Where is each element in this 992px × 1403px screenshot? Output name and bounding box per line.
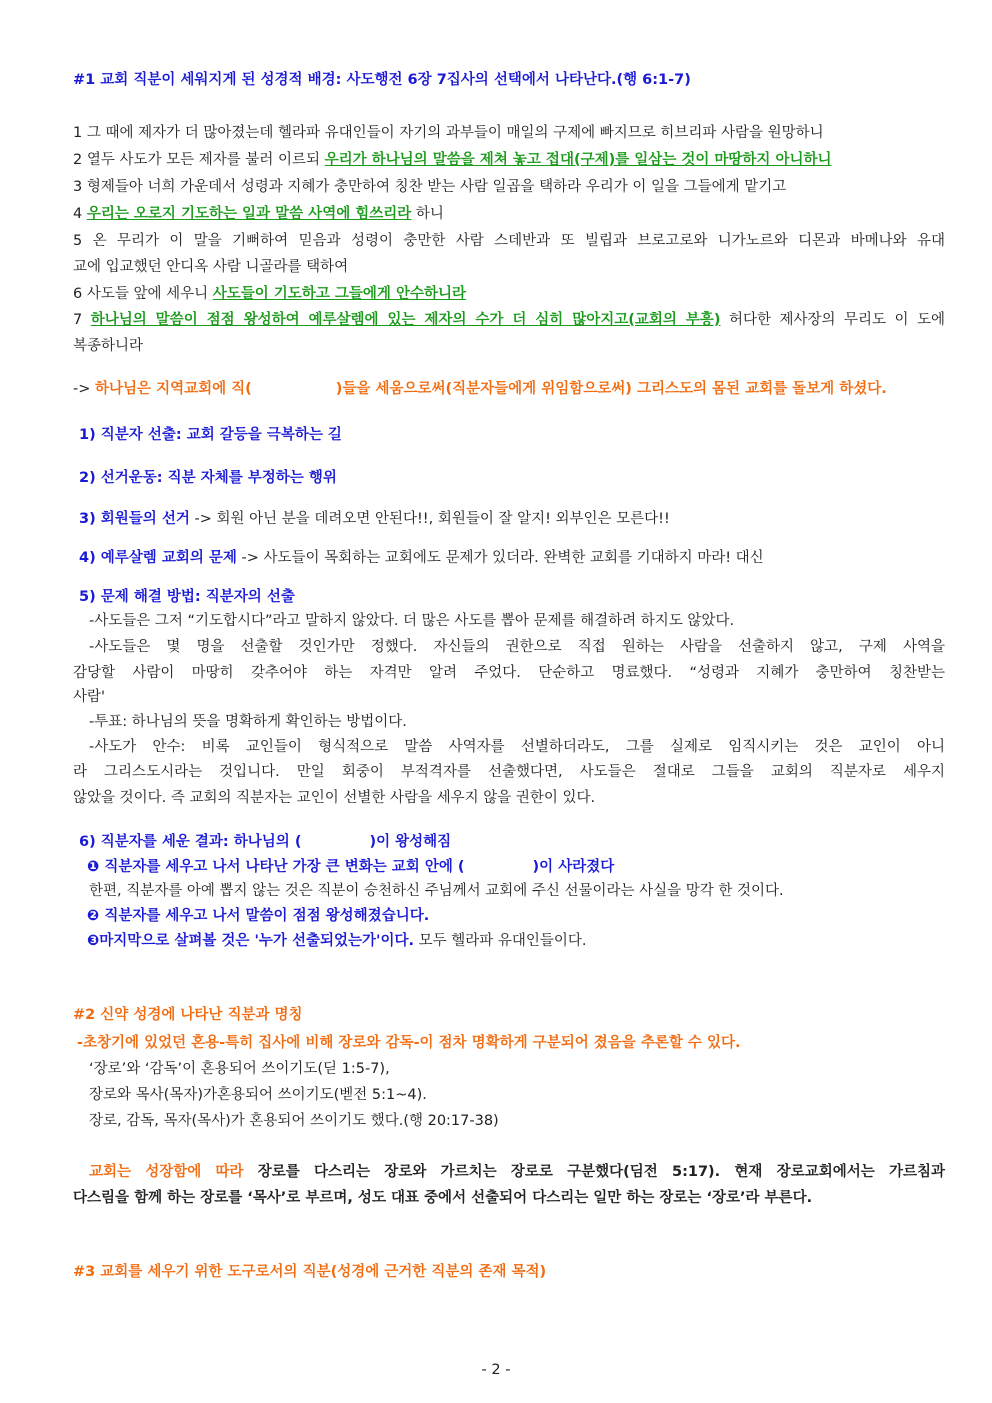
point-6-text-b: )이 왕성해짐 [369,834,452,850]
point-5-line-5: -투표: 하나님의 뜻을 명확하게 확인하는 방법이다. [89,714,407,730]
point-5: 5) 문제 해결 방법: 직분자의 선출 [79,589,295,605]
section2-paragraph-line-1 [89,1162,945,1182]
point-6-item-3-a: ❸마지막으로 살펴볼 것은 '누가 선출되었는가'이다. [87,933,414,949]
point-6-item-3 [87,931,959,951]
summary-text-a: 하나님은 지역교회에 직( [95,381,252,397]
point-5-line-7: 라 그리스도시라는 것입니다. 만일 회중이 부적격자를 선출했다면, 사도들은 절대로 그들을 교회의 직분자로 세우지 [73,764,945,780]
verse-7-num: 7 [73,312,91,328]
verse-6-highlight: 사도들이 기도하고 그들에게 안수하니라 [212,286,466,302]
summary-text-b: )들을 세움으로써(직분자들에게 위임함으로써) 그리스도의 몸된 교회를 돌보게 하셨다. [335,381,887,397]
verse-4-highlight: 우리는 오로지 기도하는 일과 말씀 사역에 힘쓰리라 [86,206,412,222]
verse-1: 1 그 때에 제자가 더 많아졌는데 헬라파 유대인들이 자기의 과부들이 매일의 구제에 빠지므로 히브리파 사람을 원망하니 [73,125,824,141]
point-6-item-2: ❷ 직분자를 세우고 나서 말씀이 점점 왕성해졌습니다. [87,908,430,924]
section2-paragraph-text: 장로를 다스리는 장로와 가르치는 장로로 구분했다(딤전 5:17). 현재 장로교회에서는 가르침과 [243,1164,945,1180]
verse-5-line-1: 5 온 무리가 이 말을 기뻐하여 믿음과 성령이 충만한 사람 스데반과 또 빌립과 브로고로와 니가노르와 디몬과 바메나와 유대 [73,233,945,249]
section2-paragraph-line-2: 다스림을 함께 하는 장로를 ‘목사’로 부르며, 성도 대표 중에서 선출되어 다스리는 일만 하는 장로는 ‘장로’라 부른다. [73,1190,813,1206]
point-6-text-a: 6) 직분자를 세운 결과: 하나님의 ( [79,834,302,850]
verse-7-end: 허다한 제사장의 무리도 이 도에 [720,312,945,328]
section2-title: #2 신약 성경에 나타난 직분과 명칭 [73,1007,303,1023]
point-3-text: -> 회원 아닌 분을 데려오면 안된다!!, 회원들이 잘 알지! 외부인은 모른다!! [189,511,670,527]
verse-6 [73,284,945,304]
point-5-line-8: 않았을 것이다. 즉 교회의 직분자는 교인이 선별한 사람을 세우지 않을 권한이 있다. [73,790,596,806]
summary-line [73,379,945,399]
verse-4-num: 4 [73,206,87,222]
verse-7-highlight: 하나님의 말씀이 점점 왕성하여 예루살렘에 있는 제자의 수가 더 심히 많아지고(교회의 부흥) [90,312,721,328]
summary-arrow: -> [73,381,95,397]
verse-7-line-1 [73,310,945,330]
point-6-item-1-a: ❶ 직분자를 세우고 나서 나타난 가장 큰 변화는 교회 안에 ( [87,859,465,875]
section2-line-2: 장로와 목사(목자)가혼용되어 쓰이기도(벧전 5:1~4). [89,1087,427,1103]
point-3 [79,509,951,529]
verse-3: 3 형제들아 너희 가운데서 성령과 지혜가 충만하여 칭찬 받는 사람 일곱을 택하라 우리가 이 일을 그들에게 맡기고 [73,179,787,195]
point-6-item-3-b: 모두 헬라파 유대인들이다. [414,933,587,949]
section1-title-label: #1 교회 직분이 세워지게 된 성경적 배경: [73,72,342,88]
point-5-line-2: -사도들은 몇 명을 선출할 것인가만 정했다. 자신들의 권한으로 직접 원하는 사람을 선출하지 않고, 구제 사역을 [89,639,945,655]
point-1: 1) 직분자 선출: 교회 갈등을 극복하는 길 [79,427,342,443]
verse-4-end: 하니 [411,206,444,222]
point-5-line-3: 감당할 사람이 마땅히 갖추어야 하는 자격만 알려 주었다. 단순하고 명료했다. “성령과 지혜가 충만하여 칭찬받는 [73,665,945,681]
point-6-item-1 [87,857,959,877]
verse-7-line-2: 복종하니라 [73,338,144,354]
section3-title: #3 교회를 세우기 위한 도구로서의 직분(성경에 근거한 직분의 존재 목적) [73,1264,547,1280]
point-5-line-1: -사도들은 그저 “기도합시다”라고 말하지 않았다. 더 많은 사도를 뽑아 문제를 해결하려 하지도 않았다. [89,613,735,629]
section2-paragraph-lead: 교회는 성장함에 따라 [89,1164,244,1180]
section2-line-3: 장로, 감독, 목자(목사)가 혼용되어 쓰이기도 했다.(행 20:17-38) [89,1113,499,1129]
verse-6-text: 6 사도들 앞에 세우니 [73,286,213,302]
section1-title-rest: 사도행전 6장 7집사의 선택에서 나타난다.(행 6:1-7) [341,72,691,88]
page-number: - 2 - [481,1362,511,1378]
point-4-heading: 4) 예루살렘 교회의 문제 [79,550,237,566]
point-6-item-1-b: )이 사라졌다 [532,859,615,875]
section2-lead: -초창기에 있었던 혼용-특히 집사에 비해 장로와 감독-이 점차 명확하게 구분되어 졌음을 추론할 수 있다. [77,1035,741,1051]
verse-2 [73,150,945,170]
point-2: 2) 선거운동: 직분 자체를 부정하는 행위 [79,470,337,486]
verse-5-line-2: 교에 입교했던 안디옥 사람 니골라를 택하여 [73,259,349,275]
point-3-heading: 3) 회원들의 선거 [79,511,190,527]
verse-4 [73,204,945,224]
section1-title [73,70,945,90]
point-4-text: -> 사도들이 목회하는 교회에도 문제가 있더라. 완벽한 교회를 기대하지 마라! 대신 [236,550,764,566]
point-5-line-4: 사람' [73,689,105,705]
point-4 [79,548,951,568]
section2-line-1: ‘장로’와 ‘감독’이 혼용되어 쓰이기도(딛 1:5-7), [89,1061,390,1077]
verse-2-highlight: 우리가 하나님의 말씀을 제쳐 놓고 접대(구제)를 일삼는 것이 마땅하지 아니하니 [324,152,832,168]
point-5-line-6: -사도가 안수: 비록 교인들이 형식적으로 말씀 사역자를 선별하더라도, 그를 실제로 임직시키는 것은 교인이 아니 [89,739,945,755]
point-6-note: 한편, 직분자를 아예 뽑지 않는 것은 직분이 승천하신 주님께서 교회에 주신 선물이라는 사실을 망각 한 것이다. [89,883,784,899]
verse-2-text: 2 열두 사도가 모든 제자를 불러 이르되 [73,152,325,168]
point-6 [79,832,951,852]
